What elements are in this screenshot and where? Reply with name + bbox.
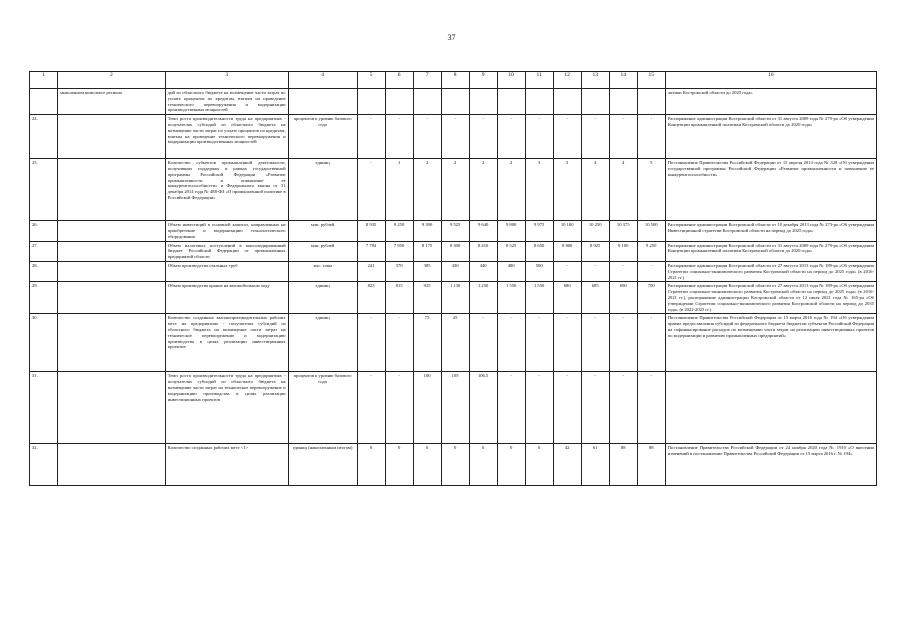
value-cell: - <box>357 314 385 372</box>
value-cell: - <box>581 372 609 444</box>
row-number-cell: 27. <box>30 241 58 261</box>
unit-cell: единиц (накопленным итогом) <box>288 444 357 486</box>
value-cell: 9 525 <box>441 221 469 241</box>
table-row <box>30 241 877 261</box>
value-cell: 8 410 <box>469 241 497 261</box>
column-number-16: 16 <box>665 72 876 89</box>
value-cell: 2 <box>441 159 469 221</box>
value-cell: 0 <box>413 444 441 486</box>
row-number-cell: 24. <box>30 115 58 159</box>
column-number-2: 2 <box>58 72 166 89</box>
value-cell: - <box>385 314 413 372</box>
value-cell: - <box>637 261 665 281</box>
section-cell <box>58 282 166 314</box>
header-row <box>30 72 877 89</box>
column-number-12: 12 <box>553 72 581 89</box>
unit-cell: единиц <box>288 159 357 221</box>
section-cell <box>58 314 166 372</box>
value-cell: 9 975 <box>525 221 553 241</box>
value-cell: - <box>609 115 637 159</box>
value-cell: 700 <box>637 282 665 314</box>
value-cell: 241 <box>357 261 385 281</box>
value-cell: - <box>357 159 385 221</box>
value-cell <box>441 89 469 115</box>
indicator-cell: Объем инвестиций в основной капитал, направленных на приобретение и модернизацию технологического оборудования <box>165 221 288 241</box>
value-cell: 1 130 <box>441 282 469 314</box>
value-cell: - <box>385 115 413 159</box>
table-row <box>30 314 877 372</box>
value-cell: - <box>609 372 637 444</box>
value-cell: - <box>609 314 637 372</box>
column-number-3: 3 <box>165 72 288 89</box>
indicator-cell: Количество созданных высокопроизводительных рабочих мест на предприятиях - получателях субсидий из областного бюджета на возмещение части затрат на техническое перевооружение и модернизацию производства в целях реализации инвестиционных проектов <box>165 314 288 372</box>
value-cell: 10 250 <box>581 221 609 241</box>
unit-cell: единиц <box>288 314 357 372</box>
value-cell: 105 <box>441 372 469 444</box>
unit-cell: млн. рублей <box>288 221 357 241</box>
value-cell: 5 <box>637 159 665 221</box>
value-cell: - <box>469 314 497 372</box>
unit-cell: тыс. тонн <box>288 261 357 281</box>
value-cell: 8 525 <box>497 241 525 261</box>
section-cell: мышленном комплексе региона <box>58 89 166 115</box>
indicator-cell: Объем производства стальных труб <box>165 261 288 281</box>
value-cell: 480 <box>497 261 525 281</box>
row-number-cell: 31. <box>30 372 58 444</box>
value-cell: 8 175 <box>413 241 441 261</box>
row-number-cell: 29. <box>30 282 58 314</box>
column-number-14: 14 <box>609 72 637 89</box>
value-cell: 815 <box>385 282 413 314</box>
section-cell <box>58 372 166 444</box>
indicator-cell: Темп роста производительности труда на предприятиях - получателях субсидий из областного бюджета на возмещение части затрат на техническое перевооружение и модернизацию производства в целях реализации инвестиционных проектов <box>165 372 288 444</box>
value-cell: 8 300 <box>441 241 469 261</box>
value-cell: 1 <box>385 159 413 221</box>
value-cell: 1 250 <box>469 282 497 314</box>
indicator-cell: Темп роста производительности труда на предприятиях - получателях субсидий из областного бюджета на возмещение части затрат по уплате процентов по кредитам, взятым на проведение технического перевооружения и модернизации производственных мощностей <box>165 115 288 159</box>
value-cell: 0 <box>469 444 497 486</box>
value-cell: 10 500 <box>637 221 665 241</box>
table-row <box>30 261 877 281</box>
row-number-cell: 25. <box>30 159 58 221</box>
value-cell: 10 375 <box>609 221 637 241</box>
table-row <box>30 282 877 314</box>
value-cell <box>637 89 665 115</box>
value-cell: - <box>357 115 385 159</box>
document-cell: Распоряжение администрации Костромской области от 10 декабря 2013 года № 273-ра «Об утверждении Инвестиционной стратегии Костромской области на период до 2025 года» <box>665 221 876 241</box>
column-number-5: 5 <box>357 72 385 89</box>
value-cell: 8 935 <box>357 221 385 241</box>
value-cell: - <box>469 115 497 159</box>
value-cell: - <box>553 372 581 444</box>
section-cell <box>58 221 166 241</box>
value-cell: 88 <box>609 444 637 486</box>
value-cell: 75 <box>413 314 441 372</box>
value-cell <box>357 89 385 115</box>
value-cell: 106,5 <box>469 372 497 444</box>
document-cell: Распоряжение администрации Костромской области от 27 августа 2013 года № 189-ра «Об утверждении Стратегии социально-экономического развития Костромской области на период до 2025 года» (в 2016-2021 гг.), распоряжение администрации Костромской области от 12 июля 2021 года № 165-ра «Об утверждении Стратегии социально-экономического развития Костромской области на период до 2035 года» (в 2022-2025 гг.) <box>665 282 876 314</box>
value-cell: 823 <box>357 282 385 314</box>
document-cell: Распоряжение администрации Костромской области от 27 августа 2013 года № 189-ра «Об утверждении Стратегии социально-экономического развития Костромской области на период до 2025 года» (в 2016-2021 гг.) <box>665 261 876 281</box>
value-cell: 500 <box>525 261 553 281</box>
value-cell: - <box>609 261 637 281</box>
column-number-10: 10 <box>497 72 525 89</box>
section-cell <box>58 261 166 281</box>
value-cell: 8 650 <box>525 241 553 261</box>
value-cell <box>553 89 581 115</box>
document-cell: Распоряжение администрации Костромской области от 31 августа 2009 года № 279-ра «Об утверждении Концепции промышленной политики Костромской области до 2020 года» <box>665 115 876 159</box>
document-cell: Постановление Правительства Российской Федерации от 15 апреля 2014 года № 328 «Об утверждении государственной программы Российской Федерации «Развитие промышленности и повышение ее конкурентоспособности» <box>665 159 876 221</box>
section-cell <box>58 115 166 159</box>
value-cell: 385 <box>413 261 441 281</box>
value-cell: 7 784 <box>357 241 385 261</box>
indicator-cell: Объем налоговых поступлений в консолидированный бюджет Российской Федерации от промышленных предприятий области <box>165 241 288 261</box>
row-number-cell: 26. <box>30 221 58 241</box>
value-cell: 685 <box>581 282 609 314</box>
value-cell <box>413 89 441 115</box>
value-cell: 9 250 <box>385 221 413 241</box>
table-row <box>30 444 877 486</box>
value-cell: - <box>497 372 525 444</box>
table-row <box>30 221 877 241</box>
value-cell: - <box>497 314 525 372</box>
indicator-cell: Количество созданных рабочих мест <1> <box>165 444 288 486</box>
value-cell: - <box>553 261 581 281</box>
value-cell: 25 <box>441 314 469 372</box>
value-cell: 3 <box>525 159 553 221</box>
table-row <box>30 89 877 115</box>
indicator-cell: Объем производства кранов на автомобильном ходу <box>165 282 288 314</box>
value-cell: - <box>385 372 413 444</box>
value-cell <box>525 89 553 115</box>
value-cell: 0 <box>357 444 385 486</box>
value-cell: 3 <box>553 159 581 221</box>
value-cell: - <box>581 314 609 372</box>
document-cell: Распоряжение администрации Костромской области от 31 августа 2009 года № 279-ра «Об утверждении Концепции промышленной политики Костромской области до 2020 года» <box>665 241 876 261</box>
value-cell: - <box>637 115 665 159</box>
unit-cell: процентов к уровню базового года <box>288 372 357 444</box>
value-cell: 88 <box>637 444 665 486</box>
column-number-4: 4 <box>288 72 357 89</box>
value-cell: 440 <box>469 261 497 281</box>
value-cell <box>581 89 609 115</box>
column-number-7: 7 <box>413 72 441 89</box>
value-cell: 4 <box>581 159 609 221</box>
value-cell: - <box>441 115 469 159</box>
value-cell: - <box>525 314 553 372</box>
indicator-cell: дий из областного бюджета на возмещение части затрат по уплате процентов по кредитам, взятым на проведение технического перевооружения и модернизации производственных мощностей <box>165 89 288 115</box>
value-cell: - <box>581 261 609 281</box>
column-number-9: 9 <box>469 72 497 89</box>
value-cell: - <box>637 314 665 372</box>
value-cell: 9 640 <box>469 221 497 241</box>
value-cell: 690 <box>609 282 637 314</box>
value-cell: 4 <box>609 159 637 221</box>
value-cell: 2 <box>497 159 525 221</box>
value-cell: 8 925 <box>581 241 609 261</box>
value-cell: 10 100 <box>553 221 581 241</box>
unit-cell: единиц <box>288 282 357 314</box>
section-cell <box>58 241 166 261</box>
value-cell: 42 <box>553 444 581 486</box>
value-cell: - <box>525 115 553 159</box>
value-cell: 0 <box>385 444 413 486</box>
unit-cell <box>288 89 357 115</box>
document-cell: Постановление Правительства Российской Федерации от 15 марта 2016 года № 194 «Об утверждении правил предоставления субсидий из федерального бюджета бюджетам субъектов Российской Федерации на софинансирование расходов по возмещению части затрат на реализацию инвестиционных проектов по модернизации и развитию промышленных предприятий» <box>665 314 876 372</box>
document-cell: литики Костромской области до 2020 года» <box>665 89 876 115</box>
value-cell: - <box>553 314 581 372</box>
column-number-15: 15 <box>637 72 665 89</box>
value-cell: 9 390 <box>413 221 441 241</box>
value-cell: 2 <box>413 159 441 221</box>
value-cell: 1 550 <box>497 282 525 314</box>
value-cell: 2 <box>469 159 497 221</box>
value-cell: - <box>581 115 609 159</box>
document-cell: Постановление Правительства Российской Федерации от 24 ноября 2020 года № 1910 «О внесении изменений в постановление Правительства Российской Федерации от 15 марта 2016 г. № 194» <box>665 444 876 486</box>
value-cell: 370 <box>385 261 413 281</box>
indicators-table <box>29 71 877 486</box>
value-cell <box>497 89 525 115</box>
value-cell: 8 800 <box>553 241 581 261</box>
document-cell <box>665 372 876 444</box>
table-row <box>30 159 877 221</box>
value-cell <box>609 89 637 115</box>
value-cell: - <box>357 372 385 444</box>
value-cell: 0 <box>441 444 469 486</box>
indicator-cell: Количество субъектов промышленной деятельности, получивших поддержку в рамках государственной программы Российской Федерации «Развитие промышленности и повышение ее конкурентоспособности» и Федерального закона от 31 декабря 2014 года № 488-ФЗ «О промышленной политике в Российской Федерации» <box>165 159 288 221</box>
value-cell: 9 250 <box>637 241 665 261</box>
unit-cell: млн. рублей <box>288 241 357 261</box>
value-cell: 430 <box>441 261 469 281</box>
column-number-6: 6 <box>385 72 413 89</box>
value-cell <box>385 89 413 115</box>
table-row <box>30 115 877 159</box>
value-cell: 1 550 <box>525 282 553 314</box>
value-cell: 0 <box>525 444 553 486</box>
column-number-11: 11 <box>525 72 553 89</box>
row-number-cell: 28. <box>30 261 58 281</box>
column-number-8: 8 <box>441 72 469 89</box>
column-number-1: 1 <box>30 72 58 89</box>
column-number-13: 13 <box>581 72 609 89</box>
value-cell: - <box>637 372 665 444</box>
value-cell: 9 800 <box>497 221 525 241</box>
value-cell: - <box>497 115 525 159</box>
section-cell <box>58 159 166 221</box>
value-cell: 0 <box>497 444 525 486</box>
row-number-cell: 30. <box>30 314 58 372</box>
value-cell: 100 <box>413 372 441 444</box>
value-cell <box>469 89 497 115</box>
value-cell: 925 <box>413 282 441 314</box>
value-cell: 61 <box>581 444 609 486</box>
section-cell <box>58 444 166 486</box>
row-number-cell: 32. <box>30 444 58 486</box>
table-row <box>30 372 877 444</box>
value-cell: 7 950 <box>385 241 413 261</box>
row-number-cell <box>30 89 58 115</box>
value-cell: - <box>413 115 441 159</box>
value-cell: 680 <box>553 282 581 314</box>
value-cell: - <box>525 372 553 444</box>
value-cell: - <box>553 115 581 159</box>
page-number: 37 <box>447 33 456 42</box>
unit-cell: процентов к уровню базового года <box>288 115 357 159</box>
value-cell: 9 100 <box>609 241 637 261</box>
